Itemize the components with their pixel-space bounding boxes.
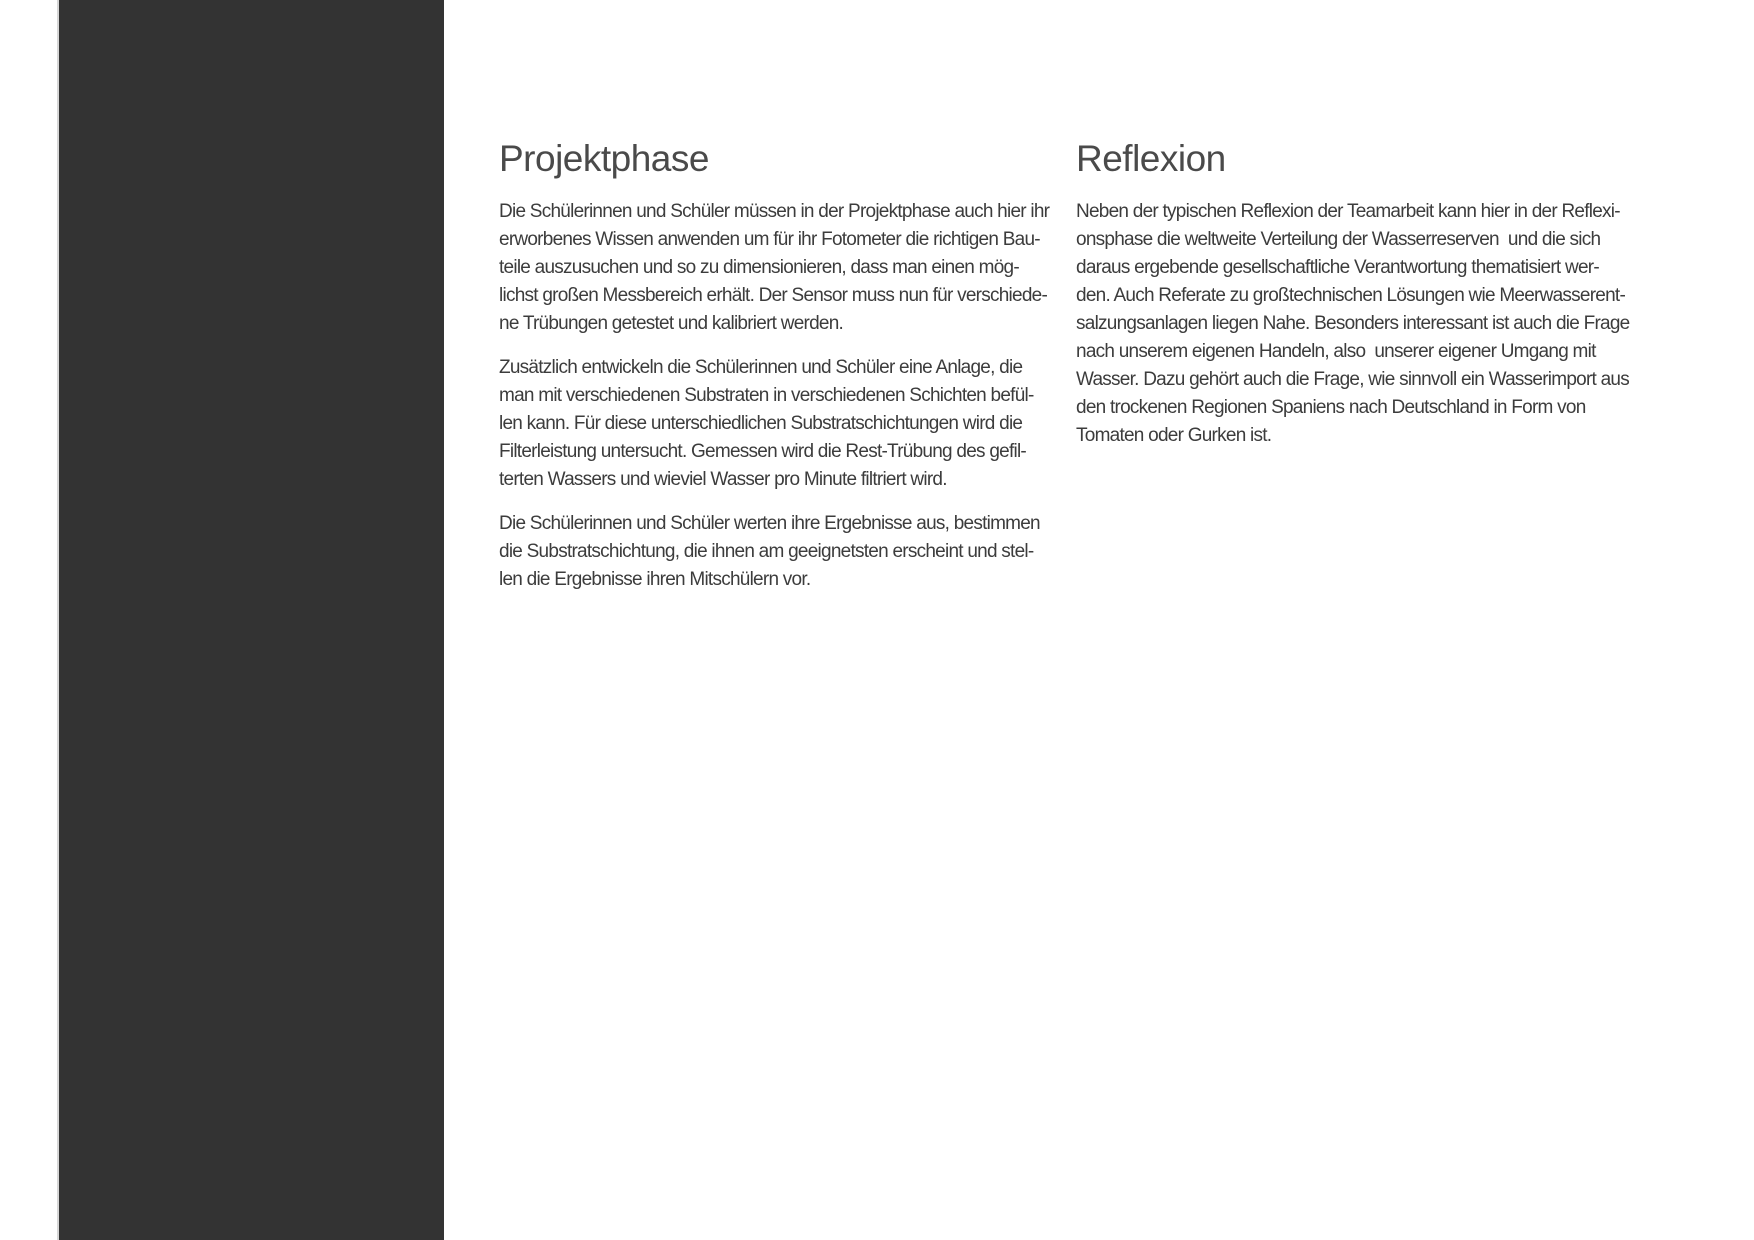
text-line: lichst großen Messbereich erhält. Der Sensor muss nun für verschiede- — [499, 285, 1048, 306]
text-line: teile auszusuchen und so zu dimensionieren, dass man einen mög- — [499, 257, 1019, 278]
text-line: len kann. Für diese unterschiedlichen Substratschichtungen wird die — [499, 413, 1023, 434]
section-projektphase — [499, 140, 1084, 594]
text-line: den. Auch Referate zu großtechnischen Lösungen wie Meerwasserent- — [1076, 285, 1626, 306]
text-line: Filterleistung untersucht. Gemessen wird die Rest-Trübung des gefil- — [499, 441, 1026, 462]
text-line: Die Schülerinnen und Schüler müssen in der Projektphase auch hier ihr — [499, 201, 1050, 222]
text-line: terten Wassers und wieviel Wasser pro Minute filtriert wird. — [499, 469, 947, 490]
section-body — [1076, 198, 1661, 450]
text-line: den trockenen Regionen Spaniens nach Deutschland in Form von — [1076, 397, 1586, 418]
paragraph — [1076, 198, 1661, 450]
paragraph — [499, 354, 1084, 494]
text-line: Zusätzlich entwickeln die Schülerinnen und Schüler eine Anlage, die — [499, 357, 1023, 378]
text-line: erworbenes Wissen anwenden um für ihr Fotometer die richtigen Bau- — [499, 229, 1040, 250]
text-line: Die Schülerinnen und Schüler werten ihre Ergebnisse aus, bestimmen — [499, 513, 1040, 534]
text-line: len die Ergebnisse ihren Mitschülern vor. — [499, 569, 811, 590]
section-heading: Reflexion — [1076, 138, 1226, 179]
paragraph — [499, 198, 1084, 338]
text-line: die Substratschichtung, die ihnen am geeignetsten erscheint und stel- — [499, 541, 1034, 562]
text-line: onsphase die weltweite Verteilung der Wasserreserven und die sich — [1076, 229, 1601, 250]
section-reflexion — [1076, 140, 1661, 450]
text-line: nach unserem eigenen Handeln, also unserer eigener Umgang mit — [1076, 341, 1596, 362]
text-line: Wasser. Dazu gehört auch die Frage, wie sinnvoll ein Wasserimport aus — [1076, 369, 1629, 390]
text-line: Tomaten oder Gurken ist. — [1076, 425, 1272, 446]
left-dark-panel — [57, 0, 444, 1240]
text-line: man mit verschiedenen Substraten in verschiedenen Schichten befül- — [499, 385, 1034, 406]
section-heading: Projektphase — [499, 138, 709, 179]
text-line: Neben der typischen Reflexion der Teamarbeit kann hier in der Reflexi- — [1076, 201, 1620, 222]
text-line: ne Trübungen getestet und kalibriert werden. — [499, 313, 844, 334]
text-line: daraus ergebende gesellschaftliche Verantwortung thematisiert wer- — [1076, 257, 1599, 278]
paragraph — [499, 510, 1084, 594]
text-line: salzungsanlagen liegen Nahe. Besonders interessant ist auch die Frage — [1076, 313, 1630, 334]
section-body — [499, 198, 1084, 594]
